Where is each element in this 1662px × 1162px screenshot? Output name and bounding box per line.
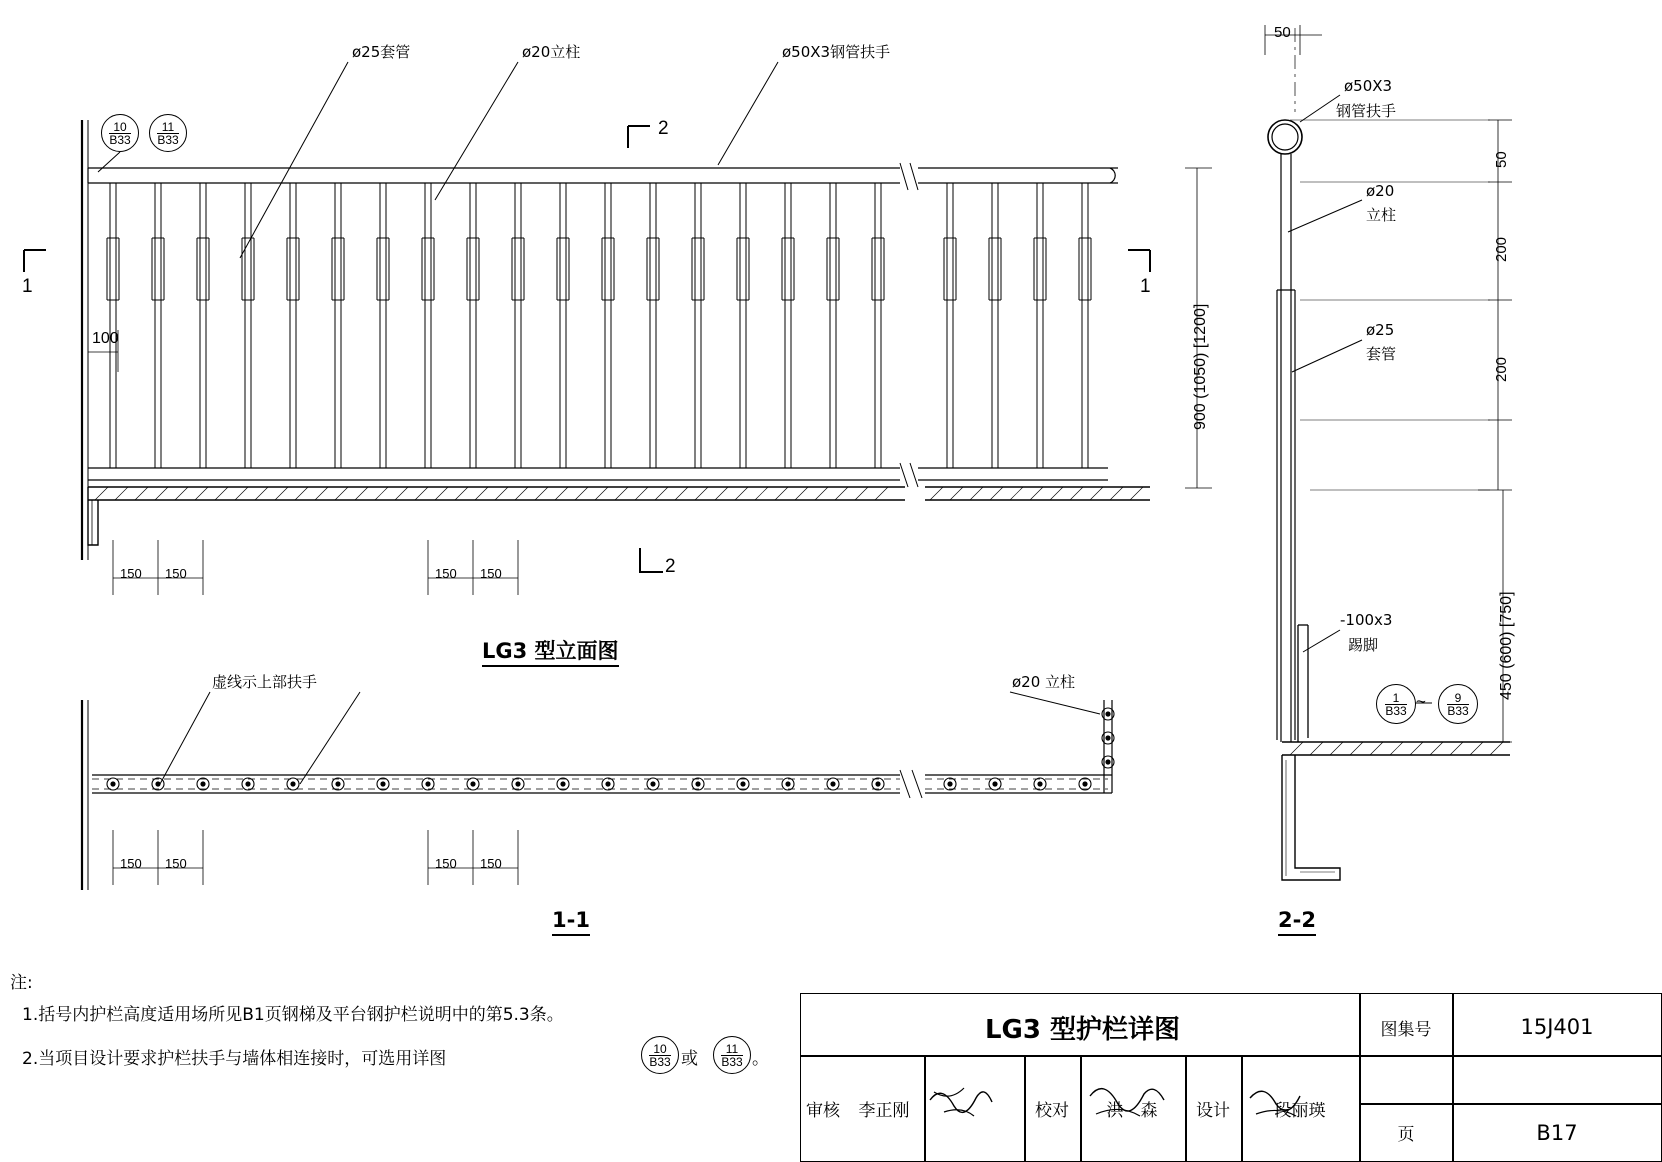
callout-post-plan: ø20 立柱 — [1012, 673, 1076, 691]
section-mark-2-bottom: 2 — [665, 556, 676, 577]
note-bubble-11-den: B33 — [721, 1054, 743, 1069]
page-label: 页 — [1397, 1125, 1415, 1145]
detail-bubble-11-den: B33 — [157, 132, 179, 147]
section-dim-200-b: 200 — [1493, 356, 1510, 382]
note-or-text: 或 — [681, 1049, 698, 1069]
plan-dim-150-b: 150 — [165, 856, 187, 871]
elev-dim-150-d: 150 — [480, 566, 502, 581]
section-mark-2-top: 2 — [658, 118, 669, 139]
atlas-label: 图集号 — [1380, 1019, 1432, 1040]
detail-bubble-10[interactable] — [101, 114, 139, 152]
callout-post-elevation: ø20立柱 — [522, 43, 581, 61]
plan-title: 1-1 — [552, 908, 590, 932]
plan-dim-150-a: 150 — [120, 856, 142, 871]
checker-label: 校对 — [1035, 1101, 1069, 1121]
callout-kick-section-l2: 踢脚 — [1348, 636, 1379, 654]
section-dim-bottom: 450 (600) [750] — [1498, 591, 1515, 700]
section-title: 2-2 — [1278, 908, 1316, 932]
note-item-2: 2.当项目设计要求护栏扶手与墙体相连接时，可选用详图 — [22, 1049, 447, 1069]
detail-bubble-11-num: 11 — [161, 119, 175, 134]
callout-sleeve-elevation: ø25套管 — [352, 43, 411, 61]
bubble-range-symbol: ~ — [1416, 692, 1426, 711]
section-bubble-1-den: B33 — [1385, 703, 1407, 718]
designer-name: 段丽瑛 — [1274, 1101, 1326, 1121]
note-detail-bubble-11[interactable] — [713, 1036, 751, 1074]
callout-handrail-section-l2: 钢管扶手 — [1336, 102, 1397, 120]
detail-bubble-10-num: 10 — [113, 119, 127, 134]
callout-post-section-l1: ø20 — [1366, 182, 1395, 200]
section-dim-50: 50 — [1493, 151, 1510, 168]
elevation-title: LG3 型立面图 — [482, 635, 619, 665]
atlas-number: 15J401 — [1520, 1015, 1594, 1039]
callout-handrail-elevation: ø50X3钢管扶手 — [782, 43, 891, 61]
callout-dashed-handrail: 虚线示上部扶手 — [212, 673, 318, 691]
note-item-1: 1.括号内护栏高度适用场所见B1页钢梯及平台钢护栏说明中的第5.3条。 — [22, 1005, 564, 1025]
callout-post-section-l2: 立柱 — [1366, 206, 1397, 224]
callout-sleeve-section-l1: ø25 — [1366, 321, 1395, 339]
section-bubble-1-num: 1 — [1392, 690, 1400, 705]
note-end-punct: 。 — [752, 1049, 769, 1069]
callout-handrail-section-l1: ø50X3 — [1344, 77, 1393, 95]
section-detail-bubble-1[interactable] — [1376, 684, 1416, 724]
note-bubble-10-num: 10 — [653, 1041, 667, 1056]
callout-kick-section-l1: -100x3 — [1340, 611, 1393, 629]
section-mark-1-left: 1 — [22, 276, 33, 297]
sheet-title: LG3 型护栏详图 — [984, 1014, 1181, 1045]
section-dim-200-a: 200 — [1493, 236, 1510, 262]
notes-heading: 注: — [10, 973, 33, 993]
detail-bubble-10-den: B33 — [109, 132, 131, 147]
note-detail-bubble-10[interactable] — [641, 1036, 679, 1074]
elev-dim-height: 900 (1050) [1200] — [1192, 303, 1209, 430]
section-bubble-9-num: 9 — [1454, 690, 1462, 705]
callout-sleeve-section-l2: 套管 — [1366, 345, 1397, 363]
section-detail-bubble-9[interactable] — [1438, 684, 1478, 724]
detail-bubble-11[interactable] — [149, 114, 187, 152]
plan-dim-150-d: 150 — [480, 856, 502, 871]
section-mark-1-right: 1 — [1140, 276, 1151, 297]
designer-label: 设计 — [1196, 1101, 1230, 1121]
checker-name: 洪 森 — [1106, 1101, 1158, 1121]
plan-dim-150-c: 150 — [435, 856, 457, 871]
section-dim-top: 50 — [1274, 24, 1291, 41]
page-number: B17 — [1536, 1120, 1578, 1145]
note-bubble-10-den: B33 — [649, 1054, 671, 1069]
elev-dim-150-a: 150 — [120, 566, 142, 581]
approver-label: 审核 — [806, 1101, 840, 1121]
approver-name: 李正刚 — [858, 1101, 910, 1121]
note-bubble-11-num: 11 — [725, 1041, 739, 1056]
elev-dim-150-b: 150 — [165, 566, 187, 581]
elev-dim-150-c: 150 — [435, 566, 457, 581]
title-block-vdiv-3 — [924, 1055, 926, 1162]
dim-wall-gap: 100 — [92, 330, 119, 347]
section-bubble-9-den: B33 — [1447, 703, 1469, 718]
